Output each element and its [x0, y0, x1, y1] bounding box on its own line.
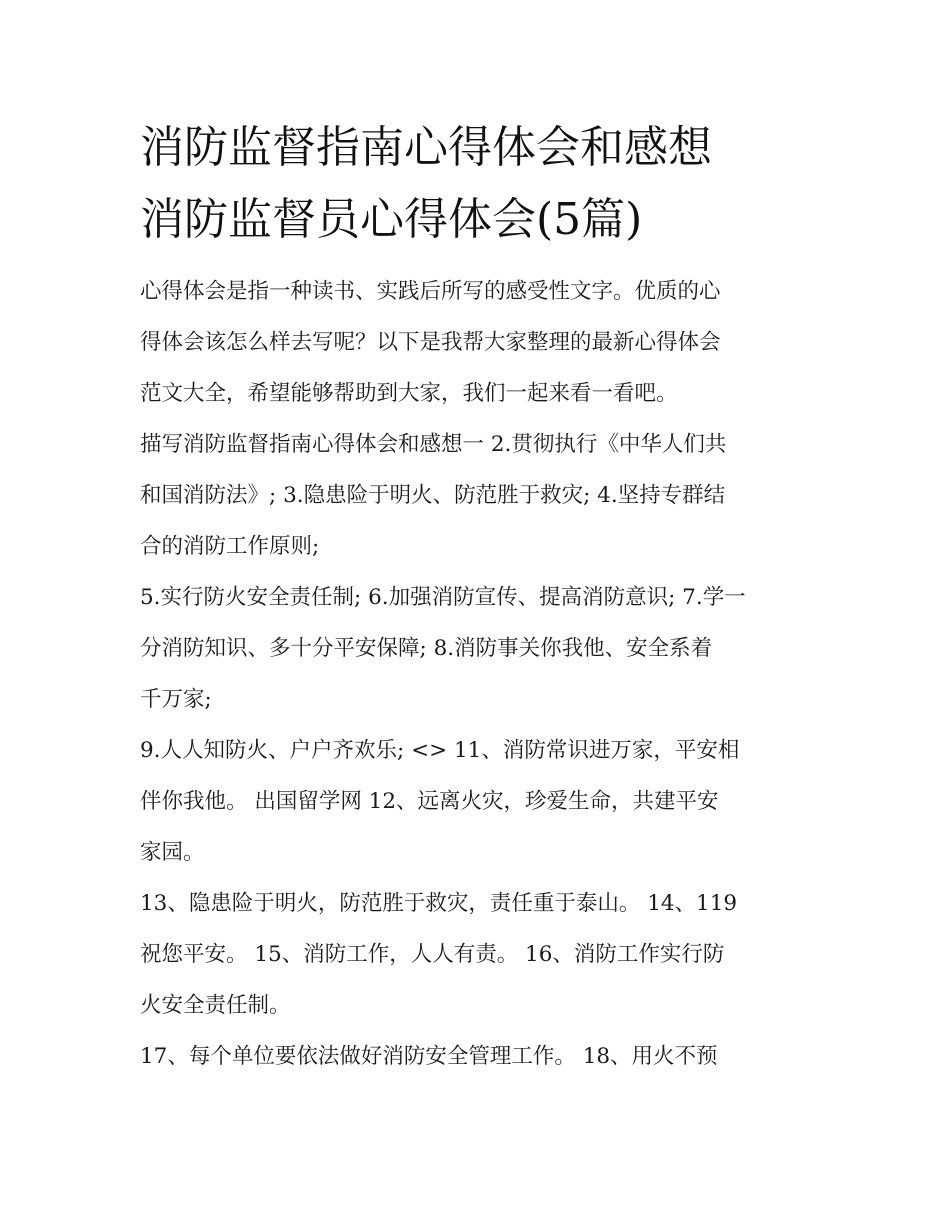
text-line: 伴你我他。 出国留学网 12、远离火灾，珍爱生命，共建平安	[140, 789, 719, 814]
paragraph-intro	[140, 266, 812, 419]
document-content	[140, 112, 812, 1082]
title-line: 消防监督指南心得体会和感想	[140, 122, 712, 173]
text-line: 家园。	[140, 840, 205, 865]
text-line: 千万家;	[140, 687, 212, 712]
paragraph-slogans-5	[140, 1031, 812, 1082]
title-line: 消防监督员心得体会(5篇)	[140, 194, 643, 245]
text-line: 9.人人知防火、户户齐欢乐; <> 11、消防常识进万家，平安相	[140, 738, 740, 763]
text-line: 得体会该怎么样去写呢？以下是我帮大家整理的最新心得体会	[140, 330, 721, 355]
text-line: 火安全责任制。	[140, 993, 291, 1018]
text-line: 13、隐患险于明火，防范胜于救灾，责任重于泰山。 14、119	[140, 891, 738, 916]
text-line: 17、每个单位要依法做好消防安全管理工作。 18、用火不预	[140, 1044, 718, 1069]
text-line: 祝您平安。 15、消防工作，人人有责。 16、消防工作实行防	[140, 942, 725, 967]
text-line: 和国消防法》; 3.隐患险于明火、防范胜于救灾; 4.坚持专群结	[140, 483, 726, 508]
text-line: 描写消防监督指南心得体会和感想一 2.贯彻执行《中华人们共	[140, 432, 727, 457]
text-line: 5.实行防火安全责任制; 6.加强消防宣传、提高消防意识; 7.学一	[140, 585, 746, 610]
paragraph-slogans-1	[140, 419, 812, 572]
text-line: 范文大全，希望能够帮助到大家，我们一起来看一看吧。	[140, 381, 678, 406]
document-title	[140, 112, 812, 256]
text-line: 合的消防工作原则;	[140, 534, 320, 559]
text-line: 分消防知识、多十分平安保障; 8.消防事关你我他、安全系着	[140, 636, 713, 661]
paragraph-slogans-2	[140, 572, 812, 725]
paragraph-slogans-4	[140, 878, 812, 1031]
document-body	[140, 266, 812, 1082]
paragraph-slogans-3	[140, 725, 812, 878]
text-line: 心得体会是指一种读书、实践后所写的感受性文字。优质的心	[140, 279, 721, 304]
